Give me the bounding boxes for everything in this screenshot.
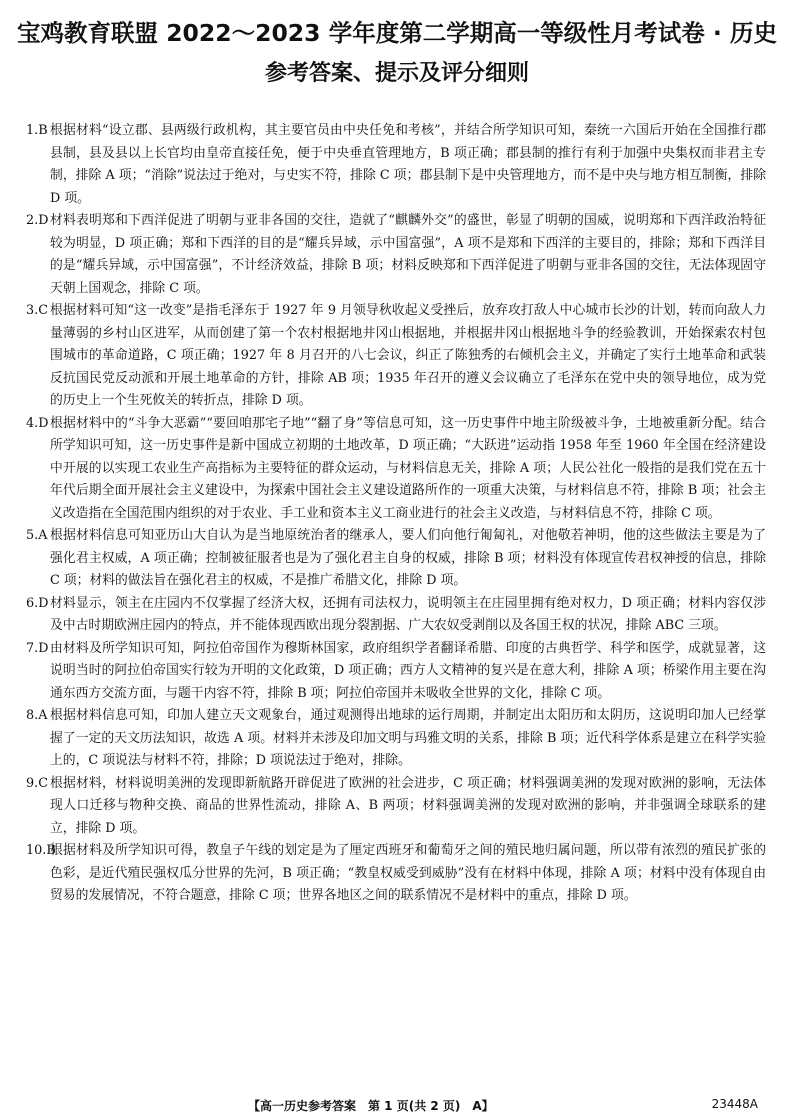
answer-explanation: 根据材料“设立郡、县两级行政机构，其主要官员由中央任免和考核”，并结合所学知识可知，秦统一六国后开始在全国推行郡县制，县及县以上长官均由皇帝直接任免，便于中央垂直管理地方，B 项正确；郡县制的推行有利于加强中央集权而非君主专制，排除 A 项；“消除”说法过于绝对，与史实不符，排除 C 项；郡县制下是中央管理地方，而不是中央与地方相互制衡，排除 D 项。: [50, 123, 766, 206]
answer-item-3: [26, 300, 766, 413]
answer-item-10: [26, 840, 766, 908]
footer-page-label: 【高一历史参考答案 第 1 页(共 2 页) A】: [248, 1099, 494, 1113]
answer-explanation: 材料表明郑和下西洋促进了明朝与亚非各国的交往，造就了“麒麟外交”的盛世，彰显了明朝的国威，说明郑和下西洋政治特征较为明显，D 项正确；郑和下西洋的目的是“耀兵异域，示中国富强”，A 项不是郑和下西洋的主要目的，排除；郑和下西洋目的是“耀兵异域，示中国富强”，不计经济效益，排除 B 项；材料反映郑和下西洋促进了明朝与亚非各国的交往，无法体现固守天朝上国观念，排除 C 项。: [50, 213, 766, 296]
answer-item-5: [26, 525, 766, 593]
answer-number: 8.A: [26, 708, 48, 723]
answer-number: 9.C: [26, 775, 49, 791]
answer-explanation: 根据材料可知“这一改变”是指毛泽东于 1927 年 9 月领导秋收起义受挫后，放弃攻打敌人中心城市长沙的计划，转而向敌人力量薄弱的乡村山区进军，从而创建了第一个农村根据地井冈山根据地，并根据井冈山根据地斗争的经验教训，开始探索农村包围城市的革命道路，C 项正确；1927 年 8 月召开的八七会议，纠正了陈独秀的右倾机会主义，并确定了实行土地革命和武装反抗国民党反动派和开展土地革命的方针，排除 AB 项；1935 年召开的遵义会议确立了毛泽东在党中央的领导地位，成为党的历史上一个生死攸关的转折点，排除 D 项。: [50, 303, 766, 408]
answer-explanation: 根据材料，材料说明美洲的发现即新航路开辟促进了欧洲的社会进步，C 项正确；材料强调美洲的发现对欧洲的影响，无法体现人口迁移与物种交换、商品的世界性流动，排除 A、B 两项；材料强调美洲的发现对欧洲的影响，并非强调全球联系的建立，排除 D 项。: [50, 775, 766, 836]
answer-item-7: [26, 638, 766, 706]
footer-doc-code: 23448A: [711, 1097, 758, 1111]
answer-explanation: 由材料及所学知识可知，阿拉伯帝国作为穆斯林国家，政府组织学者翻译希腊、印度的古典哲学、科学和医学，成就显著，这说明当时的阿拉伯帝国实行较为开明的文化政策，D 项正确；西方人文精神的复兴是在意大利，排除 A 项；桥梁作用主要在沟通东西方交流方面，与题干内容不符，排除 B 项；阿拉伯帝国并未吸收全世界的文化，排除 C 项。: [50, 640, 766, 701]
answer-number: 7.D: [26, 640, 49, 656]
answer-number: 1.B: [26, 123, 48, 138]
answer-item-4: [26, 413, 766, 526]
answer-explanation: 根据材料中的“斗争大恶霸”“要回咱那宅子地”“翻了身”等信息可知，这一历史事件中地主阶级被斗争，土地被重新分配。结合所学知识可知，这一历史事件是新中国成立初期的土地改革，D 项正确；“大跃进”运动指 1958 年至 1960 年全国在经济建设中开展的以实现工农业生产高指标为主要特征的群众运动，与材料信息无关，排除 A 项；人民公社化一般指的是我们党在五十年代后期全面开展社会主义建设中，为探索中国社会主义建设道路所作的一项重大决策，与材料信息不符，排除 B 项；社会主义改造指在全国范围内组织的对于农业、手工业和资本主义工商业进行的社会主义改造，与材料信息不符，排除 C 项。: [50, 415, 766, 521]
answer-item-2: [26, 210, 766, 300]
answer-item-9: [26, 773, 766, 841]
answer-item-1: [26, 120, 766, 210]
answer-number: 5.A: [26, 528, 48, 543]
page-subtitle: 参考答案、提示及评分细则: [264, 61, 529, 86]
answer-list: [26, 120, 766, 908]
answer-explanation: 根据材料及所学知识可得，教皇子午线的划定是为了厘定西班牙和葡萄牙之间的殖民地归属问题，所以带有浓烈的殖民扩张的色彩，是近代殖民强权瓜分世界的先河，B 项正确；“教皇权威受到威胁”没有在材料中体现，排除 A 项；材料中没有体现自由贸易的发展情况，不符合题意，排除 C 项；世界各地区之间的联系情况不是材料中的重点，排除 D 项。: [50, 843, 766, 903]
answer-item-6: [26, 593, 766, 638]
answer-number: 2.D: [26, 213, 49, 228]
answer-explanation: 材料显示，领主在庄园内不仅掌握了经济大权，还拥有司法权力，说明领主在庄园里拥有绝对权力，D 项正确；材料内容仅涉及中古时期欧洲庄园内的特点，并不能体现西欧出现分裂割据、广大农奴受剥削以及各国王权的状况，排除 ABC 三项。: [50, 595, 766, 633]
answer-item-8: [26, 705, 766, 773]
answer-number: 6.D: [26, 595, 49, 611]
answer-number: 3.C: [26, 303, 49, 318]
page-title: 宝鸡教育联盟 2022～2023 学年度第二学期高一等级性月考试卷 · 历史: [17, 19, 777, 47]
answer-number: 4.D: [26, 415, 49, 431]
answer-number: 10.B: [26, 843, 56, 858]
answer-explanation: 根据材料信息可知亚历山大自认为是当地原统治者的继承人，要人们向他行匍匐礼，对他敬若神明，他的这些做法主要是为了强化君主权威，A 项正确；控制被征服者也是为了强化君主自身的权威，排除 B 项；材料没有体现宣传君权神授的信息，排除 C 项；材料的做法旨在强化君主的权威，不是推广希腊文化，排除 D 项。: [50, 528, 766, 588]
answer-explanation: 根据材料信息可知，印加人建立天文观象台，通过观测得出地球的运行周期，并制定出太阳历和太阴历，这说明印加人已经掌握了一定的天文历法知识，故选 A 项。材料并未涉及印加文明与玛雅文明的关系，排除 B 项；近代科学体系是建立在科学实验上的，C 项说法与材料不符，排除；D 项说法过于绝对，排除。: [50, 708, 766, 768]
